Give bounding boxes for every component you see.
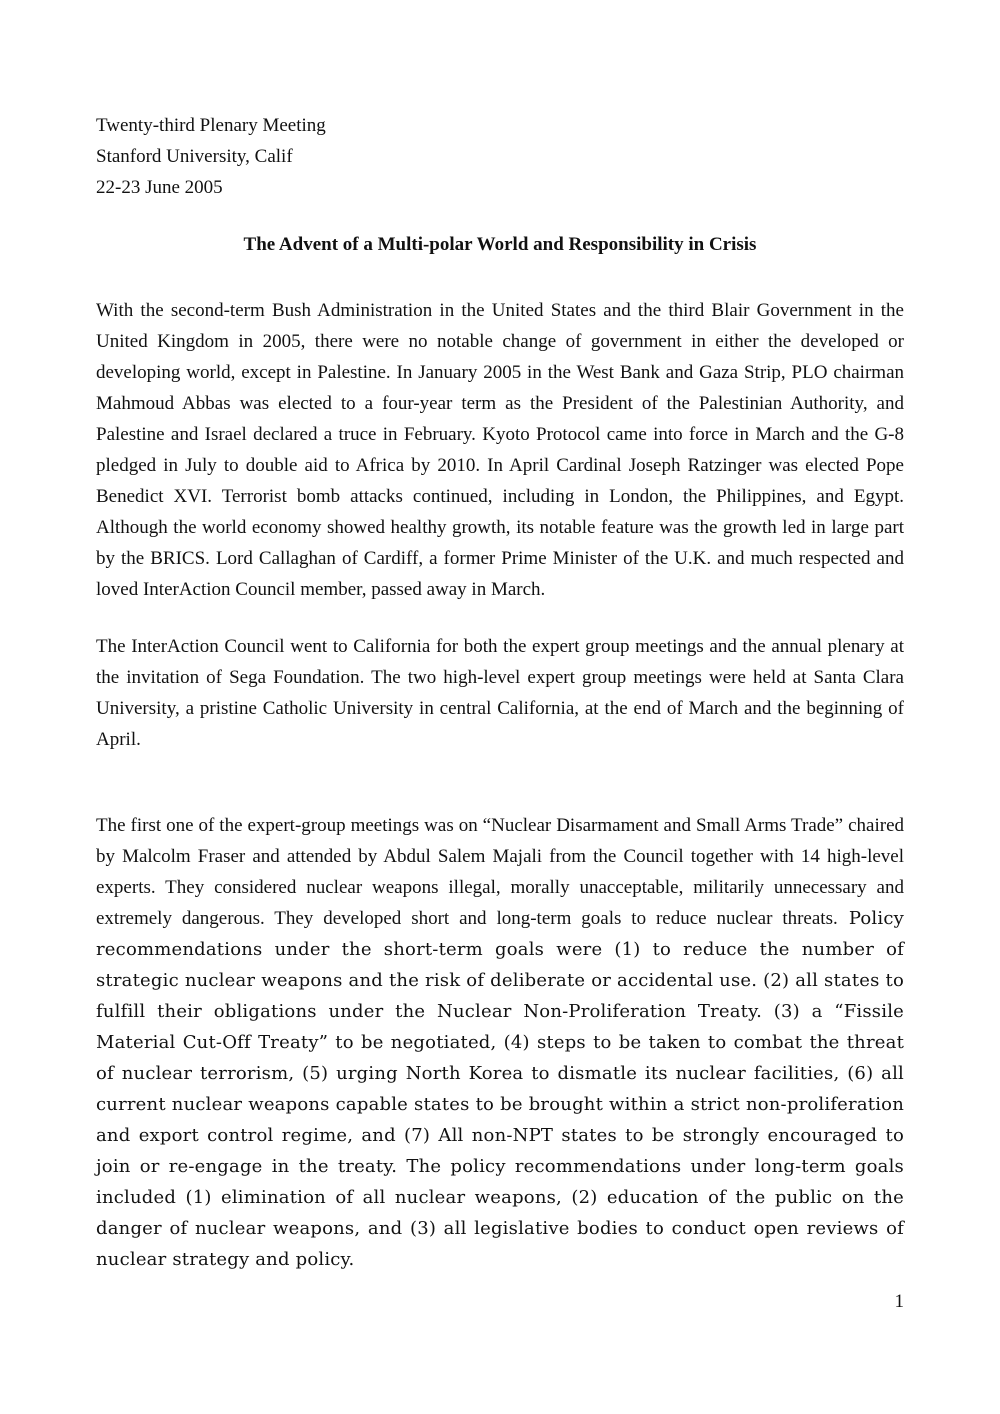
page-number: 1 <box>894 1291 904 1312</box>
paragraph-nuclear-disarmament <box>96 810 904 1275</box>
paragraph-nuclear-intro: The first one of the expert-group meetings was on “Nuclear Disarmament and Small Arms Trade” chaired by Malcolm Fraser and attended by Abdul Salem Majali from the Council together with 14 high-level experts. They considered nuclear weapons illegal, morally unacceptable, militarily unnecessary and extremely dangerous. They developed short and long-term goals to reduce nuclear threats. <box>96 815 904 929</box>
paragraph-council-california: The InterAction Council went to California for both the expert group meetings and the annual plenary at the invitation of Sega Foundation. The two high-level expert group meetings were held at Santa Clara University, a pristine Catholic University in central California, at the end of March and the beginning of April. <box>96 636 904 750</box>
paragraph-world-events: With the second-term Bush Administration in the United States and the third Blair Government in the United Kingdom in 2005, there were no notable change of government in either the developed or developing world, except in Palestine. In January 2005 in the West Bank and Gaza Strip, PLO chairman Mahmoud Abbas was elected to a four-year term as the President of the Palestinian Authority, and Palestine and Israel declared a truce in February. Kyoto Protocol came into force in March and the G-8 pledged in July to double aid to Africa by 2010. In April Cardinal Joseph Ratzinger was elected Pope Benedict XVI. Terrorist bomb attacks continued, including in London, the Philippines, and Egypt. Although the world economy showed healthy growth, its notable feature was the growth led in large part by the BRICS. Lord Callaghan of Cardiff, a former Prime Minister of the U.K. and much respected and loved InterAction Council member, passed away in March. <box>96 300 904 600</box>
meeting-date: 22-23 June 2005 <box>96 177 223 198</box>
meeting-name: Twenty-third Plenary Meeting <box>96 115 326 136</box>
meeting-header <box>96 110 326 203</box>
paragraph-nuclear-recommendations: Policy recommendations under the short-term goals were (1) to reduce the number of strategic nuclear weapons and the risk of deliberate or accidental use. (2) all states to fulfill their obligations under the Nuclear Non-Proliferation Treaty. (3) a “Fissile Material Cut-Off Treaty” to be negotiated, (4) steps to be taken to combat the threat of nuclear terrorism, (5) urging North Korea to dismatle its nuclear facilities, (6) all current nuclear weapons capable states to be brought within a strict non-proliferation and export control regime, and (7) All non-NPT states to be strongly encouraged to join or re-engage in the treaty. The policy recommendations under long-term goals included (1) elimination of all nuclear weapons, (2) education of the public on the danger of nuclear weapons, and (3) all legislative bodies to conduct open reviews of nuclear strategy and policy. <box>96 908 904 1270</box>
meeting-location: Stanford University, Calif <box>96 146 293 167</box>
document-title: The Advent of a Multi-polar World and Responsibility in Crisis <box>243 234 757 255</box>
